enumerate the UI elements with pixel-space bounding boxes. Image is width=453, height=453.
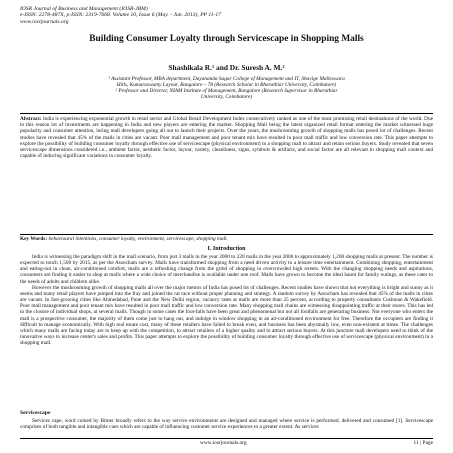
paragraph: However the mushrooming growth of shopping malls all over the major metros of India has posed lot of challenges. Recent studies have shown that not everything is bright and sunny as it seems and many retail players have jumped into the fray and joined the rat race without proper planning and strategy. A random survey by Assocham has revealed that 45% of the malls in cities are vacant. In fast-growing cities like Ahmedabad, Pune and the New Delhi region, vacancy rates at malls are more than 25 percent, according to property consultants Cushman & Wakefield. Poor mall management and poor tenant mix have resulted in poor mall traffic and low conversion rate. Many shopping mall chains are witnessing disappointing traffic at their stores. This has led to the closure of individual shops, at several malls. Though in some cases the foot-falls have been great and phenomenal but not all footfalls are generating business. Not everyone who enters the mall is a prospective consumer, the majority of them come just to hang out, and indulge in window shopping in an air-conditioned environment for free. Therefore the occupiers are finding it difficult to manage economically. With high real estate cost, many of these retailers have failed to break even, and business has been abysmally low, even non-existent at times. The challenges which many malls are facing today are to keep up with the competition, to attract retailers of a higher quality and to attract serious buyers. At this juncture mall developers need to think of the innovative ways to increase center's sales and profits. This paper attempts to explore the possibility of building consumer loyalty through effective use of servicescape (physical environment) in a shopping mall. xyxy=(20,284,433,347)
paragraph: India is witnessing the paradigm shift in the mall scenario, from just 3 malls in the year 2000 to 220 malls in the year 2006 to approximately 1,200 shopping malls at present. The number is expected to touch 1,500 by 2015, as per the Assocham survey. Malls have transformed shopping from a need driven activity to a leisure time entertainment. Combining shopping, entertainment and eating-out in clean, air-conditioned comfort, malls are a refreshing change from the grind of shopping in overcrowded high streets. With the changing shopping needs and aspirations, consumers are finding it easier to shop at malls where a wide choice of merchandise is available under one roof. Malls have grown to become the ideal haunt for family outings, as these cater to the needs of adults and children alike. xyxy=(20,254,433,285)
affiliation-line: ¹ Assistant Professor, MBA department, Dayananda Sagar College of Management and IT, Shavige Malleswara xyxy=(108,76,345,82)
page-number: 11 | Page xyxy=(413,440,433,446)
affiliation-line: ² Professor and Director, NIAM Institute of Management, Bangalore (Research Supervisor in Bharathiar xyxy=(115,88,338,95)
paper-authors: Shashikala R.¹ and Dr. Suresh A. M.² xyxy=(168,63,285,72)
servicescape-body xyxy=(20,418,433,430)
abstract-box xyxy=(20,113,433,235)
introduction-body xyxy=(20,254,433,346)
keywords-text: behavioural intentions, consumer loyalty, environment, servicescape, shopping mall. xyxy=(48,236,228,242)
abstract-text: India is experiencing exponential growth in retail sector and Global Retail Development Index consecutively ranked as one of the most promising retail destinations of the world. Due to this reason lot of investments are happening in India and new players are entering the market. Shopping Mall being the latest organized retail format entering the market witnessed huge popularity and consumer attention, luring mall developers going all out to launch their projects. Over the years, the mushrooming growth of shopping malls has posed lot of challenges. Recent studies have revealed that 45% of the malls in cities are vacant. Poor mall management and poor tenant mix have resulted in poor mall traffic and low conversion rate. This paper attempts to explore the possibility of building consumer loyalty through effective use of servicescape (physical environment) in a shopping mall to attract and retain serious buyers. Study revealed that seven servicescape dimensions considered i.e., ambient factor, aesthetic factor, layout, variety, cleanliness, signs, symbols & artifacts, and social factor are all relevant in shopping mall context and capable of inducing significant variations in consumer loyalty. xyxy=(20,116,433,160)
journal-header xyxy=(20,6,221,25)
keywords-label: Key Words: xyxy=(20,236,48,242)
journal-site[interactable]: www.iosrjournals.org xyxy=(20,18,69,25)
keywords xyxy=(20,236,433,242)
section-heading: I. Introduction xyxy=(207,246,246,252)
affiliation-line: Hills, Kumaraswamy Layout, Bangalore – 78 (Research Scholar in Bharathiar University, Coimbatore) xyxy=(116,82,337,89)
paper-page xyxy=(10,0,443,453)
paper-title: Building Consumer Loyalty through Servicescape in Shopping Malls xyxy=(89,34,364,44)
journal-name: IOSR Journal of Business and Management (IOSR-JBM) xyxy=(20,6,148,12)
journal-issn: e-ISSN: 2278-487X, p-ISSN: 2319-7668. Volume 10, Issue 6 (May. - Jun. 2013), PP 11-17 xyxy=(20,12,221,19)
page-footer xyxy=(20,438,433,446)
affiliation-line: University, Coimbatore) xyxy=(200,94,253,101)
subsection-heading: Servicescape xyxy=(20,410,51,416)
author-affiliations xyxy=(50,76,403,100)
abstract-label: Abstract: xyxy=(20,116,42,122)
paragraph: Services cape, word coined by Bitner broadly refers to the way service environments are designed and managed where service is performed, delivered and consumed [1]. Servicescape comprises of both tangible and intangible cues which are capable of influencing customer service experiences to a greater extent. As services xyxy=(20,418,433,431)
footer-url[interactable]: www.iosrjournals.org xyxy=(200,440,247,446)
